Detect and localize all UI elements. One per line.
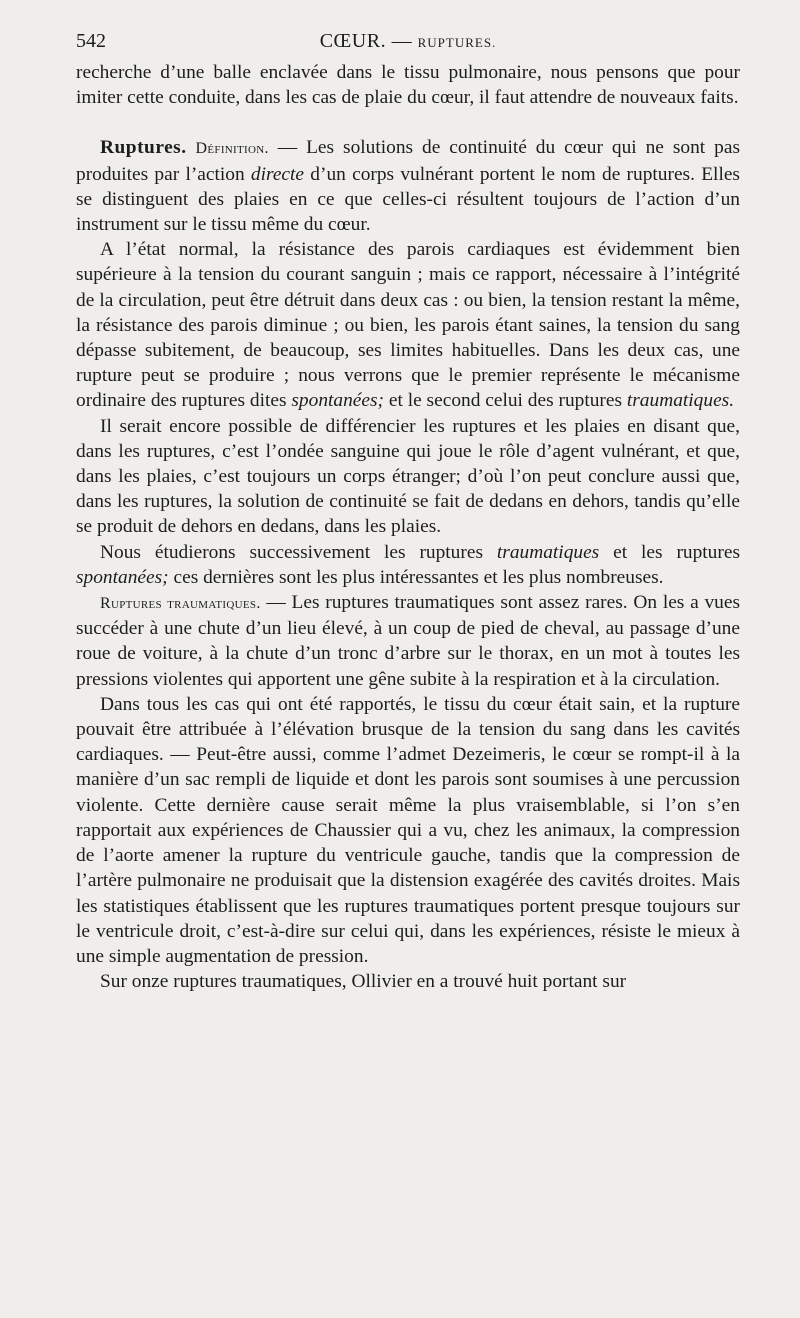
emphasis: traumatiques.	[626, 390, 735, 412]
emphasis: directe	[250, 163, 305, 185]
page-body	[76, 60, 740, 994]
emphasis: traumatiques	[496, 541, 600, 563]
text-run: ces dernières sont les plus intéressantes et les plus nombreuses.	[168, 566, 664, 588]
paragraph-traumatic-ruptures	[76, 590, 740, 692]
text-run: — Les solutions de continuité du cœur qui ne sont pas produites par l’action	[76, 137, 740, 185]
emphasis: spontanées;	[291, 390, 385, 412]
running-title-main: CŒUR. —	[319, 30, 418, 52]
text-run: — Les ruptures traumatiques sont assez rares. On les a vues succéder à une chute d’un lieu élevé, à un coup de pied de cheval, au passage d’une roue de voiture, à la chute d’un tronc d’arbre sur le thorax, en un mot à toutes les pressions violentes qui apportent une gêne subite à la respiration et à la circulation.	[76, 592, 740, 690]
subsection-label-traumatic: Ruptures traumatiques.	[100, 595, 261, 613]
paragraph-ollivier: Sur onze ruptures traumatiques, Ollivier en a trouvé huit portant sur	[100, 971, 627, 993]
running-title-sub: RUPTURES.	[417, 35, 497, 50]
text-run: A l’état normal, la résistance des parois cardiaques est évidemment bien supérieure à la tension du courant sanguin ; mais ce rapport, nécessaire à l’intégrité de la circulation, peut être détruit dans deux cas : ou bien, la tension restant la même, la résistance des parois diminue ; ou bien, les parois étant saines, la tension du sang dépasse subitement, de beaucoup, ses limites habituelles. Dans les deux cas, une rupture peut se produire ; nous verrons que le premier représente le mécanisme ordinaire des ruptures dites	[76, 239, 740, 412]
paragraph-normal-state	[76, 237, 740, 413]
paragraph-differentiation: Il serait encore possible de différencier les ruptures et les plaies en disant que, dans les ruptures, c’est l’ondée sanguine qui joue le rôle d’agent vulnérant, et que, dans les plaies, c’est toujours un corps étranger; d’où l’on peut conclure aussi que, dans les ruptures, la solution de continuité se fait de dedans en dehors, tandis qu’elle se produit de dehors en dedans, dans les plaies.	[76, 415, 740, 538]
emphasis: spontanées;	[76, 566, 169, 588]
definition-label: Définition.	[195, 140, 269, 158]
running-header	[76, 30, 740, 60]
paragraph-ruptures-definition	[76, 135, 740, 237]
paragraph-reported-cases: Dans tous les cas qui ont été rapportés, le tissu du cœur était sain, et la rupture pouvait être attribuée à l’élévation brusque de la tension du sang dans les cavités cardiaques. — Peut-être aussi, comme l’admet Dezeimeris, le cœur se rompt-il à la manière d’un sac rempli de liquide et dont les parois sont soumises à une percussion violente. Cette dernière cause serait même la plus vraisemblable, si l’on s’en rapportait aux expériences de Chaussier qui a vu, chez les animaux, la compression de l’aorte amener la rupture du ventricule gauche, tandis que la compression de l’artère pulmonaire ne produisait que la distension exagérée des cavités droites. Mais les statistiques établissent que les ruptures traumatiques portent presque toujours sur le ventricule droit, c’est-à-dire sur celui qui, dans les expériences, résiste le mieux à une simple augmentation de pression.	[76, 693, 740, 967]
text-run: et le second celui des ruptures	[384, 390, 627, 412]
running-title	[76, 30, 740, 53]
text-run: Nous étudierons successivement les ruptures	[100, 541, 497, 563]
paragraph-intro: recherche d’une balle enclavée dans le tissu pulmonaire, nous pensons que pour imiter cette conduite, dans les cas de plaie du cœur, il faut attendre de nouveaux faits.	[76, 62, 740, 109]
text-run: et les ruptures	[599, 541, 740, 563]
section-heading-ruptures: Ruptures.	[100, 137, 187, 159]
page-number: 542	[76, 30, 106, 52]
text-run: d’un corps vulnérant portent le nom de ruptures. Elles se distinguent des plaies en ce que celles-ci résultent toujours de l’action d’un instrument sur le tissu même du cœur.	[76, 163, 740, 236]
paragraph-study-plan	[76, 540, 740, 590]
